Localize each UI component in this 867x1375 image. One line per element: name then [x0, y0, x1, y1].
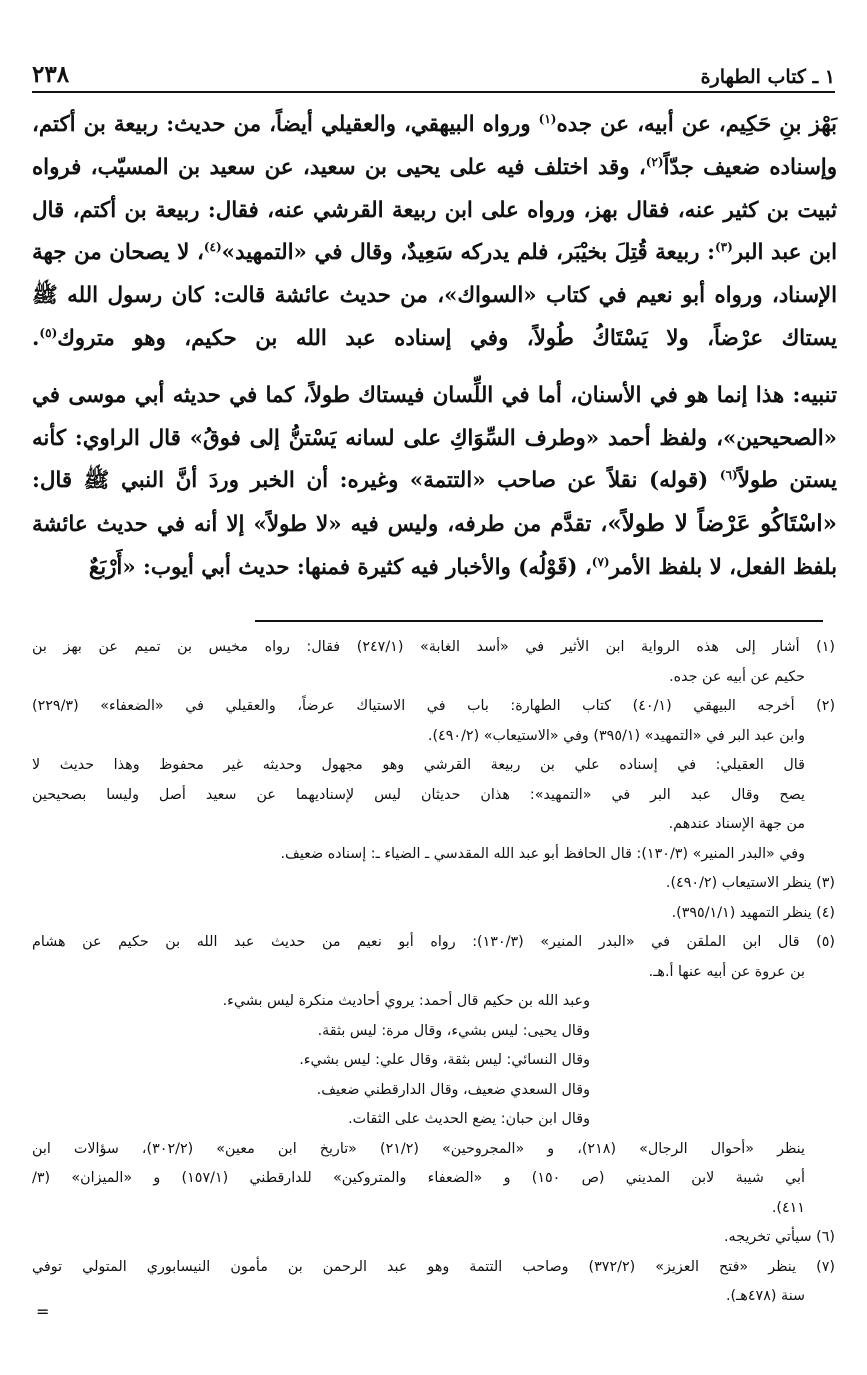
text-run: (قوله) نقلاً عن صاحب «التتمة» وغيره: أن الخبر وردَ أنَّ النبي ﷺ قال: [32, 468, 720, 494]
text-run: ، (قَوْلُه) والأخبار فيه كثيرة فمنها: حديث أبي أيوب: «أَرْبَعٌ [88, 554, 592, 580]
paragraph-2 [32, 375, 837, 590]
footnote-ref[interactable]: (٢) [645, 154, 664, 169]
footnote-ref[interactable]: (٦) [719, 468, 738, 483]
footnote-line: ينظر «أحوال الرجال» (٢١٨)، و «المجروحين» (٢١/٢) «تاريخ ابن معين» (٣٠٢/٢)، سؤالات ابن [32, 1140, 805, 1157]
page-number: ٢٣٨ [32, 61, 70, 88]
hadith-quote: «اسْتَاكُو عَرْضاً لا طولاً» [607, 510, 837, 538]
running-header [32, 56, 835, 93]
text-run: حكيم، وهو متروك [57, 325, 237, 351]
footnote-line: سنة (٤٧٨هـ). [726, 1288, 805, 1304]
footnote-line: من جهة الإسناد عندهم. [668, 816, 805, 832]
text-run: بلفظ الفعل، لا بلفظ الأمر [609, 554, 837, 580]
paragraph-1: بَهْز بنِ حَكِيم، عن أبيه، عن جده$^{(١)}$ ورواه البيهقي، والعقيلي أيضاً، من حديث: ربيعة بن أكتم، وإسناده ضعيف جدّاً$^{(٢)}$، وقد اختلف فيه على يحيى بن سعيد، عن سعيد بن المسيّب، فرواه ثبيت بن كثير عنه، فقال بهز، ورواه على ابن ربيعة القرشي عنه، فقال: ربيعة بن أكتم، قال ابن عبد البر$^{(٣)}$: ربيعة قُتِلَ بخيْبَر، فلم يدركه سَعِيدٌ، وقال في «التمهيد»$^{(٤)}$، لا يصحان من جهة الإسناد، ورواه أبو نعيم في كتاب «السواك»، من حديث عائشة قالت: كان رسول الله ﷺ يستاك عرْضاً، ولا يَسْتَاكُ طُولاً، وفي إسناده عبد الله بن حكيم، وهو متروك$^{(٥)}$. [32, 111, 838, 351]
text-run: ، وقد اختلف فيه على يحيى بن سعيد، عن سعيد بن [177, 154, 646, 180]
text-run: : ربيعة قُتِلَ بخيْبَر، فلم يدركه سَعِيدٌ، وقال في [314, 240, 715, 266]
footnote-line: (٧) ينظر «فتح العزيز» (٣٧٢/٢) وصاحب التتمة وهو عبد الرحمن بن مأمون النيسابوري المتولي توفي [32, 1258, 835, 1275]
footnote-line: (٦) سيأتي تخريجه. [724, 1229, 835, 1245]
text-run: ، لا يصحان من جهة الإسناد، ورواه أبو نعيم في كتاب «السواك»، من حديث [32, 240, 837, 309]
footnote-line: (١) أشار إلى هذه الرواية ابن الأثير في «أسد الغابة» (٢٤٧/١) فقال: رواه مخيس بن تميم عن بهز بن [32, 639, 835, 655]
footnote-line: بن عروة عن أبيه عنها أ.هـ. [648, 963, 805, 980]
footnote-line: (٣) ينظر الاستيعاب (٤٩٠/٢). [665, 875, 835, 891]
text-run: ربيعة بن أكتم، قال ابن عبد البر [32, 197, 838, 266]
footnote-ref[interactable]: (٥) [39, 325, 58, 340]
footnote-line: (٢) أخرجه البيهقي (٤٠/١) كتاب الطهارة: باب في الاستياك عرضاً، والعقيلي في «الضعفاء» (٢٢٩/٣) [32, 698, 835, 714]
text-run: أكتم، وإسناده ضعيف جدّاً [32, 112, 837, 180]
footnote-line: ٤١١). [771, 1199, 805, 1216]
text-run: في «الصحيحين»، ولفظ أحمد «وطرف السِّوَاكِ على لسانه يَسْتنُّ إلى فوقُ» قال الراوي: كأنه [32, 382, 837, 451]
text-run: بَهْز بنِ حَكِيم، عن أبيه، عن جده [556, 112, 837, 137]
footnote-ref[interactable]: (١) [538, 111, 557, 126]
footnote-ref[interactable]: (٧) [591, 554, 610, 569]
footnote-line: أبي شيبة لابن المديني (ص ١٥٠) و «الضعفاء والمتروكين» للدارقطني (١٥٧/١) و «الميزان» (٣/ [32, 1170, 805, 1186]
text-run: عائشة قالت: كان رسول الله ﷺ يستاك عرْضاً، ولا يَسْتَاكُ طُولاً، وفي إسناده عبد الله بن [32, 283, 838, 351]
footnote-line: وفي «البدر المنير» (١٣٠/٣): قال الحافظ أبو عبد الله المقدسي ـ الضياء ـ: إسناده ضعيف. [280, 845, 805, 862]
text-run: يستن طولاً [737, 468, 837, 494]
footnote-ref[interactable]: (٤) [203, 240, 222, 255]
footnote-separator [255, 620, 823, 622]
footnote-line: (٤) ينظر التمهيد (٣٩٥/١/١). [671, 904, 835, 921]
footnote-line: (٥) قال ابن الملقن في «البدر المنير» (١٣٠/٣): رواه أبو نعيم من حديث عبد الله بن حكيم عن هشام [32, 934, 835, 950]
text-run: ورواه البيهقي، والعقيلي أيضاً، من حديث: ربيعة بن [83, 112, 539, 137]
footnote-line: وقال النسائي: ليس بثقة، وقال علي: ليس بشيء. [299, 1052, 590, 1068]
footnote-ref[interactable]: (٣) [714, 240, 733, 255]
footnote-line: قال العقيلي: في إسناده علي بن ربيعة القرشي وهو مجهول وحديثه غير محفوظ وهذا حديث لا [32, 757, 805, 773]
footnote-line: وقال ابن حبان: يضع الحديث على الثقات. [348, 1111, 590, 1127]
footnote-line: وعبد الله بن حكيم قال أحمد: يروي أحاديث منكرة ليس بشيء. [222, 993, 590, 1009]
footnote-line: يصح وقال عبد البر في «التمهيد»: هذان حديثان ليس لإسناديهما عن سعيد أصل وليسا بصحيحين [32, 786, 805, 803]
footnote-line: وقال يحيى: ليس بشيء، وقال مرة: ليس بثقة. [317, 1022, 590, 1039]
footnotes [32, 633, 835, 1312]
footnote-line: حكيم عن أبيه عن جده. [669, 668, 805, 685]
footnote-line: وابن عبد البر في «التمهيد» (٣٩٥/١) وفي «الاستيعاب» (٤٩٠/٢). [427, 727, 805, 744]
text-run: تنبيه: هذا إنما هو في الأسنان، أما في اللِّسان فيستاك طولاً، كما في حديثه أبي موسى [68, 382, 837, 408]
text-run: المسيّب، فرواه ثبيت بن كثير عنه، فقال بهز، ورواه على ابن ربيعة القرشي عنه، فقال: [32, 154, 838, 223]
chapter-title: ١ ـ كتاب الطهارة [700, 66, 835, 88]
text-run: «التمهيد» [221, 240, 307, 266]
margin-mark: = [36, 1302, 50, 1321]
footnote-line: وقال السعدي ضعيف، وقال الدارقطني ضعيف. [316, 1081, 590, 1098]
main-text [32, 104, 837, 590]
text-run: ، تقدَّم من طرفه، وليس فيه «لا طولاً» إلا أنه في حديث عائشة [32, 512, 608, 538]
